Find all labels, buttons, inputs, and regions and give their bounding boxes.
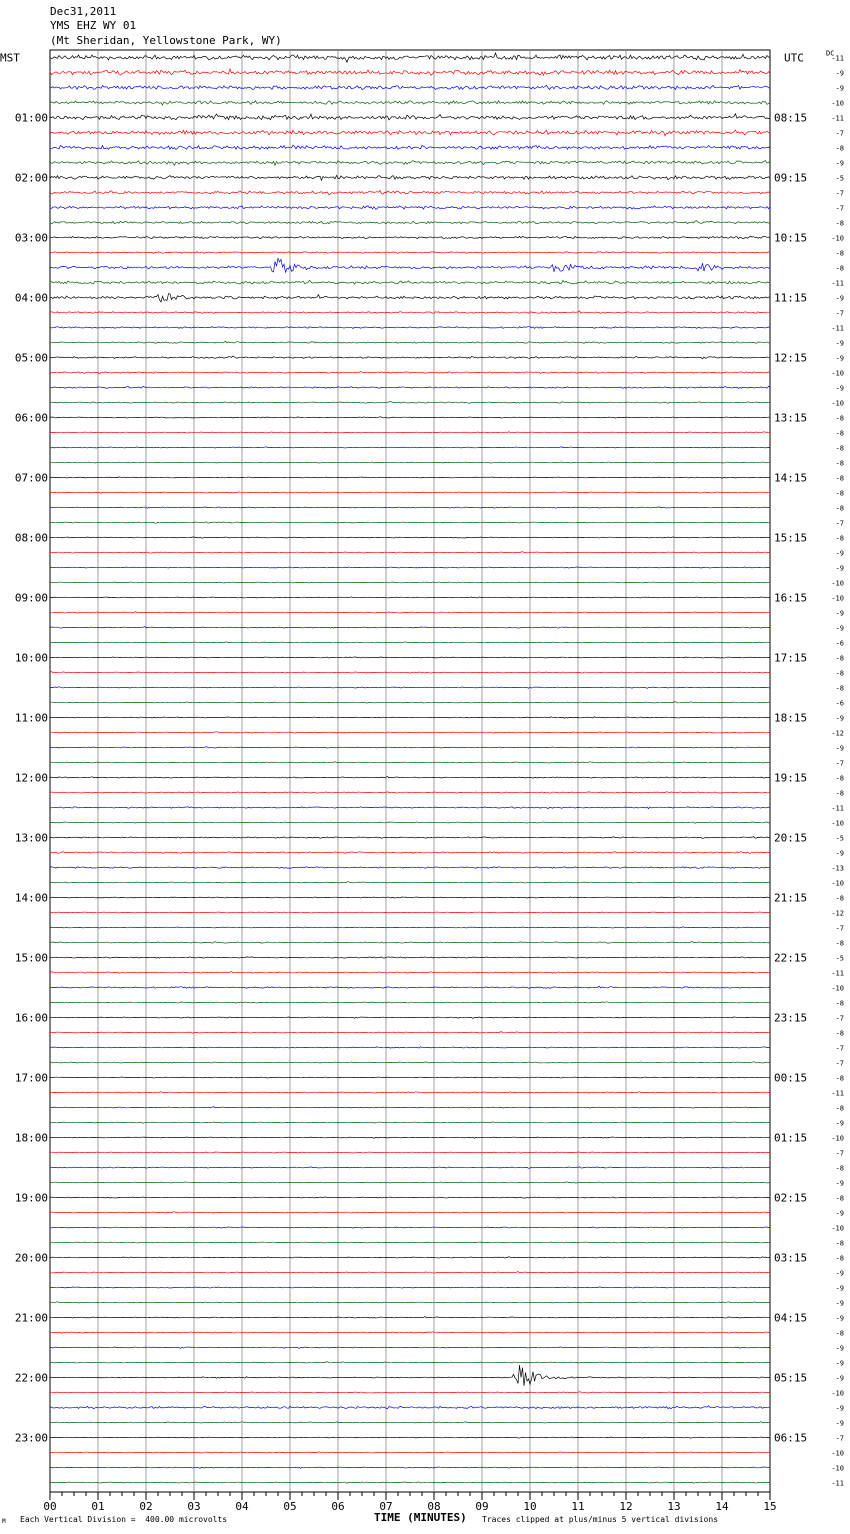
dc-offset-label: -8 xyxy=(835,219,844,228)
seismic-trace xyxy=(50,1362,770,1363)
dc-offset-label: -7 xyxy=(835,309,844,318)
seismic-trace xyxy=(50,957,770,958)
dc-offset-label: -9 xyxy=(835,1119,844,1128)
clipping-note: Traces clipped at plus/minus 5 vertical divisions xyxy=(482,1515,719,1524)
dc-offset-label: -9 xyxy=(835,1314,844,1323)
vertical-division-note: Each Vertical Division = 400.00 microvolts xyxy=(20,1515,228,1524)
seismic-trace xyxy=(50,221,770,224)
dc-offset-label: -8 xyxy=(835,249,844,258)
x-tick-label: 03 xyxy=(187,1500,201,1513)
chart-location: (Mt Sheridan, Yellowstone Park, WY) xyxy=(50,34,282,47)
seismic-trace xyxy=(50,1242,770,1243)
dc-offset-label: -8 xyxy=(835,444,844,453)
dc-offset-label: -9 xyxy=(835,714,844,723)
dc-offset-label: -7 xyxy=(835,1059,844,1068)
utc-hour-label: 02:15 xyxy=(774,1191,808,1205)
dc-corner-label: DC xyxy=(826,49,835,58)
seismic-trace xyxy=(50,85,770,89)
dc-offset-label: -8 xyxy=(835,1164,844,1173)
plot-frame xyxy=(50,50,770,1492)
mst-hour-label: 19:00 xyxy=(14,1191,48,1205)
dc-offset-label: -11 xyxy=(831,1479,844,1488)
seismic-trace xyxy=(50,53,770,62)
x-tick-label: 04 xyxy=(235,1500,249,1513)
mst-hour-label: 15:00 xyxy=(14,951,48,965)
dc-offset-label: -10 xyxy=(831,579,844,588)
seismic-trace xyxy=(50,190,770,194)
seismic-trace xyxy=(50,1107,770,1108)
seismic-trace xyxy=(50,986,770,988)
x-tick-label: 10 xyxy=(523,1500,537,1513)
dc-offset-label: -5 xyxy=(835,954,844,963)
seismic-trace xyxy=(50,1032,770,1034)
x-tick-label: 11 xyxy=(571,1500,585,1513)
dc-offset-label: -9 xyxy=(835,564,844,573)
seismic-trace xyxy=(50,1182,770,1183)
dc-offset-label: -9 xyxy=(835,549,844,558)
mst-hour-label: 14:00 xyxy=(14,891,48,905)
dc-offset-label: -10 xyxy=(831,99,844,108)
seismic-trace xyxy=(50,567,770,568)
utc-hour-label: 12:15 xyxy=(774,351,808,365)
dc-offset-label: -9 xyxy=(835,1374,844,1383)
chart-date: Dec31,2011 xyxy=(50,5,117,18)
dc-offset-label: -9 xyxy=(835,384,844,393)
seismic-trace xyxy=(50,837,770,839)
seismic-trace xyxy=(50,971,770,973)
seismic-trace xyxy=(50,492,770,493)
utc-hour-label: 09:15 xyxy=(774,171,808,185)
dc-offset-label: -9 xyxy=(835,849,844,858)
dc-offset-label: -9 xyxy=(835,294,844,303)
utc-hour-label: 21:15 xyxy=(774,891,808,905)
mst-hour-label: 05:00 xyxy=(14,351,48,365)
seismic-trace xyxy=(50,1365,770,1386)
utc-hour-label: 14:15 xyxy=(774,471,808,485)
dc-offset-label: -10 xyxy=(831,234,844,243)
dc-offset-label: -7 xyxy=(835,1434,844,1443)
seismic-trace xyxy=(50,732,770,733)
dc-offset-label: -10 xyxy=(831,594,844,603)
dc-offset-label: -7 xyxy=(835,1014,844,1023)
dc-offset-label: -11 xyxy=(831,54,844,63)
utc-hour-label: 11:15 xyxy=(774,291,808,305)
dc-offset-label: -5 xyxy=(835,834,844,843)
dc-offset-label: -11 xyxy=(831,969,844,978)
dc-offset-label: -9 xyxy=(835,159,844,168)
mst-hour-label: 08:00 xyxy=(14,531,48,545)
utc-hour-label: 23:15 xyxy=(774,1011,808,1025)
seismic-trace xyxy=(50,642,770,643)
mst-hour-label: 17:00 xyxy=(14,1071,48,1085)
dc-offset-label: -8 xyxy=(835,534,844,543)
utc-hour-label: 15:15 xyxy=(774,531,808,545)
utc-hour-label: 03:15 xyxy=(774,1251,808,1265)
seismic-trace xyxy=(50,702,770,704)
seismic-trace xyxy=(50,941,770,943)
x-tick-label: 09 xyxy=(475,1500,489,1513)
utc-hour-label: 05:15 xyxy=(774,1371,808,1385)
dc-offset-label: -8 xyxy=(835,1104,844,1113)
seismic-trace xyxy=(50,612,770,613)
dc-offset-label: -10 xyxy=(831,1224,844,1233)
seismic-trace xyxy=(50,1197,770,1198)
seismic-trace xyxy=(50,597,770,598)
dc-offset-label: -9 xyxy=(835,354,844,363)
dc-offset-label: -9 xyxy=(835,1359,844,1368)
dc-offset-label: -8 xyxy=(835,1074,844,1083)
dc-offset-label: -8 xyxy=(835,894,844,903)
seismic-trace xyxy=(50,327,770,329)
seismic-trace xyxy=(50,777,770,779)
dc-offset-label: -10 xyxy=(831,369,844,378)
seismic-trace xyxy=(50,114,770,120)
mst-hour-label: 01:00 xyxy=(14,111,48,125)
dc-offset-label: -11 xyxy=(831,114,844,123)
dc-offset-label: -10 xyxy=(831,879,844,888)
seismic-trace xyxy=(50,1257,770,1258)
utc-hour-label: 18:15 xyxy=(774,711,808,725)
dc-offset-label: -8 xyxy=(835,1254,844,1263)
seismic-trace xyxy=(50,1002,770,1004)
dc-offset-label: -8 xyxy=(835,789,844,798)
dc-offset-label: -7 xyxy=(835,204,844,213)
seismic-trace xyxy=(50,252,770,254)
seismic-trace xyxy=(50,280,770,284)
mst-hour-label: 12:00 xyxy=(14,771,48,785)
seismic-trace xyxy=(50,417,770,418)
dc-offset-label: -9 xyxy=(835,1344,844,1353)
utc-hour-label: 01:15 xyxy=(774,1131,808,1145)
seismic-trace xyxy=(50,372,770,375)
dc-offset-label: -7 xyxy=(835,189,844,198)
seismic-trace xyxy=(50,161,770,166)
seismic-trace xyxy=(50,1122,770,1123)
seismic-trace xyxy=(50,1227,770,1228)
seismic-trace xyxy=(50,582,770,583)
seismic-trace xyxy=(50,175,770,180)
dc-offset-label: -8 xyxy=(835,414,844,423)
seismic-trace xyxy=(50,657,770,658)
x-tick-label: 13 xyxy=(667,1500,681,1513)
seismic-trace xyxy=(50,311,770,314)
dc-offset-label: -9 xyxy=(835,609,844,618)
dc-offset-label: -11 xyxy=(831,279,844,288)
dc-offset-label: -7 xyxy=(835,924,844,933)
utc-hour-label: 16:15 xyxy=(774,591,808,605)
dc-offset-label: -9 xyxy=(835,624,844,633)
dc-offset-label: -9 xyxy=(835,1209,844,1218)
dc-offset-label: -8 xyxy=(835,474,844,483)
dc-offset-label: -10 xyxy=(831,1449,844,1458)
seismic-trace xyxy=(50,912,770,913)
mst-hour-label: 07:00 xyxy=(14,471,48,485)
dc-offset-label: -8 xyxy=(835,504,844,513)
utc-hour-label: 04:15 xyxy=(774,1311,808,1325)
mst-hour-label: 10:00 xyxy=(14,651,48,665)
seismic-trace xyxy=(50,792,770,794)
dc-offset-label: -10 xyxy=(831,1464,844,1473)
utc-hour-label: 19:15 xyxy=(774,771,808,785)
dc-offset-label: -9 xyxy=(835,69,844,78)
dc-offset-label: -12 xyxy=(831,729,844,738)
seismic-trace xyxy=(50,462,770,463)
x-axis-title: TIME (MINUTES) xyxy=(374,1511,467,1524)
mst-hour-label: 13:00 xyxy=(14,831,48,845)
utc-hour-label: 00:15 xyxy=(774,1071,808,1085)
seismic-trace xyxy=(50,432,770,433)
seismic-trace xyxy=(50,552,770,553)
x-tick-label: 14 xyxy=(715,1500,729,1513)
seismic-trace xyxy=(50,1272,770,1274)
seismic-trace xyxy=(50,762,770,763)
dc-offset-label: -7 xyxy=(835,759,844,768)
corner-mark: M xyxy=(2,1518,6,1525)
dc-offset-label: -10 xyxy=(831,819,844,828)
seismic-trace xyxy=(50,807,770,809)
x-tick-label: 07 xyxy=(379,1500,393,1513)
seismic-trace xyxy=(50,1406,770,1409)
dc-offset-label: -7 xyxy=(835,1044,844,1053)
seismic-trace xyxy=(50,294,770,302)
mst-hour-label: 04:00 xyxy=(14,291,48,305)
seismic-trace xyxy=(50,145,770,149)
seismic-trace xyxy=(50,259,770,273)
dc-offset-label: -8 xyxy=(835,1029,844,1038)
dc-offset-label: -8 xyxy=(835,1194,844,1203)
utc-hour-label: 17:15 xyxy=(774,651,808,665)
seismic-trace xyxy=(50,1167,770,1169)
dc-offset-label: -7 xyxy=(835,129,844,138)
mst-hour-label: 09:00 xyxy=(14,591,48,605)
x-tick-label: 00 xyxy=(43,1500,57,1513)
seismic-trace xyxy=(50,447,770,448)
seismic-trace xyxy=(50,1077,770,1078)
seismic-trace xyxy=(50,1212,770,1213)
seismic-trace xyxy=(50,341,770,344)
utc-hour-label: 20:15 xyxy=(774,831,808,845)
dc-offset-label: -9 xyxy=(835,1284,844,1293)
dc-offset-label: -8 xyxy=(835,264,844,273)
seismic-trace xyxy=(50,386,770,388)
seismic-trace xyxy=(50,1347,770,1349)
dc-offset-label: -8 xyxy=(835,939,844,948)
dc-offset-label: -10 xyxy=(831,1389,844,1398)
seismic-trace xyxy=(50,1332,770,1334)
seismic-trace xyxy=(50,1152,770,1153)
dc-offset-label: -8 xyxy=(835,669,844,678)
x-tick-label: 02 xyxy=(139,1500,153,1513)
seismic-trace xyxy=(50,1317,770,1319)
x-tick-label: 15 xyxy=(763,1500,777,1513)
mst-hour-label: 21:00 xyxy=(14,1311,48,1325)
seismic-trace xyxy=(50,356,770,359)
dc-offset-label: -9 xyxy=(835,84,844,93)
mst-hour-label: 03:00 xyxy=(14,231,48,245)
dc-offset-label: -8 xyxy=(835,654,844,663)
dc-offset-label: -8 xyxy=(835,684,844,693)
mst-hour-label: 02:00 xyxy=(14,171,48,185)
x-tick-label: 01 xyxy=(91,1500,105,1513)
seismic-trace xyxy=(50,1062,770,1063)
dc-offset-label: -11 xyxy=(831,1089,844,1098)
dc-offset-label: -10 xyxy=(831,984,844,993)
dc-offset-label: -6 xyxy=(835,639,844,648)
dc-offset-label: -8 xyxy=(835,429,844,438)
dc-offset-label: -8 xyxy=(835,774,844,783)
dc-offset-label: -5 xyxy=(835,174,844,183)
mst-hour-label: 11:00 xyxy=(14,711,48,725)
seismic-trace xyxy=(50,882,770,883)
seismic-trace xyxy=(50,1437,770,1438)
dc-offset-label: -6 xyxy=(835,699,844,708)
seismic-trace xyxy=(50,687,770,689)
seismic-trace xyxy=(50,1392,770,1393)
dc-offset-label: -8 xyxy=(835,144,844,153)
utc-axis-label: UTC xyxy=(784,51,804,65)
seismic-trace xyxy=(50,236,770,239)
seismic-trace xyxy=(50,672,770,674)
dc-offset-label: -12 xyxy=(831,909,844,918)
utc-hour-label: 22:15 xyxy=(774,951,808,965)
seismic-trace xyxy=(50,130,770,136)
utc-hour-label: 10:15 xyxy=(774,231,808,245)
seismic-trace xyxy=(50,717,770,719)
seismic-trace xyxy=(50,1287,770,1288)
x-tick-label: 12 xyxy=(619,1500,633,1513)
dc-offset-label: -7 xyxy=(835,519,844,528)
seismic-trace xyxy=(50,927,770,928)
seismic-trace xyxy=(50,522,770,524)
seismic-trace xyxy=(50,1092,770,1093)
chart-station: YMS EHZ WY 01 xyxy=(50,19,137,32)
seismic-trace xyxy=(50,1422,770,1423)
mst-hour-label: 06:00 xyxy=(14,411,48,425)
seismic-trace xyxy=(50,627,770,629)
mst-hour-label: 20:00 xyxy=(14,1251,48,1265)
mst-hour-label: 23:00 xyxy=(14,1431,48,1445)
seismic-trace xyxy=(50,897,770,898)
dc-offset-label: -9 xyxy=(835,1179,844,1188)
dc-offset-label: -10 xyxy=(831,1134,844,1143)
seismic-trace xyxy=(50,507,770,508)
dc-offset-label: -8 xyxy=(835,999,844,1008)
dc-offset-label: -8 xyxy=(835,489,844,498)
dc-offset-label: -9 xyxy=(835,744,844,753)
dc-offset-label: -9 xyxy=(835,1299,844,1308)
seismic-trace xyxy=(50,822,770,823)
seismic-trace xyxy=(50,852,770,854)
seismic-trace xyxy=(50,206,770,209)
seismic-trace xyxy=(50,867,770,869)
x-tick-label: 05 xyxy=(283,1500,297,1513)
dc-offset-label: -8 xyxy=(835,1329,844,1338)
seismic-trace xyxy=(50,1452,770,1453)
mst-hour-label: 18:00 xyxy=(14,1131,48,1145)
dc-offset-label: -9 xyxy=(835,1419,844,1428)
dc-offset-label: -10 xyxy=(831,399,844,408)
seismic-trace xyxy=(50,1482,770,1483)
mst-hour-label: 22:00 xyxy=(14,1371,48,1385)
seismic-trace xyxy=(50,1302,770,1303)
seismic-trace xyxy=(50,1017,770,1019)
seismic-trace xyxy=(50,1137,770,1138)
seismic-trace xyxy=(50,101,770,105)
utc-hour-label: 06:15 xyxy=(774,1431,808,1445)
utc-hour-label: 13:15 xyxy=(774,411,808,425)
dc-offset-label: -11 xyxy=(831,324,844,333)
seismic-trace xyxy=(50,1467,770,1468)
dc-offset-label: -9 xyxy=(835,1269,844,1278)
seismic-trace xyxy=(50,1047,770,1049)
dc-offset-label: -8 xyxy=(835,459,844,468)
dc-offset-label: -11 xyxy=(831,804,844,813)
mst-axis-label: MST xyxy=(0,51,20,65)
mst-hour-label: 16:00 xyxy=(14,1011,48,1025)
x-tick-label: 06 xyxy=(331,1500,345,1513)
seismic-trace xyxy=(50,537,770,538)
x-tick-label: 08 xyxy=(427,1500,441,1513)
dc-offset-label: -8 xyxy=(835,1239,844,1248)
seismic-trace xyxy=(50,69,770,76)
dc-offset-label: -7 xyxy=(835,1149,844,1158)
dc-offset-label: -9 xyxy=(835,339,844,348)
seismic-trace xyxy=(50,747,770,748)
dc-offset-label: -13 xyxy=(831,864,844,873)
utc-hour-label: 08:15 xyxy=(774,111,808,125)
seismic-trace xyxy=(50,402,770,404)
dc-offset-label: -9 xyxy=(835,1404,844,1413)
seismic-trace xyxy=(50,477,770,478)
